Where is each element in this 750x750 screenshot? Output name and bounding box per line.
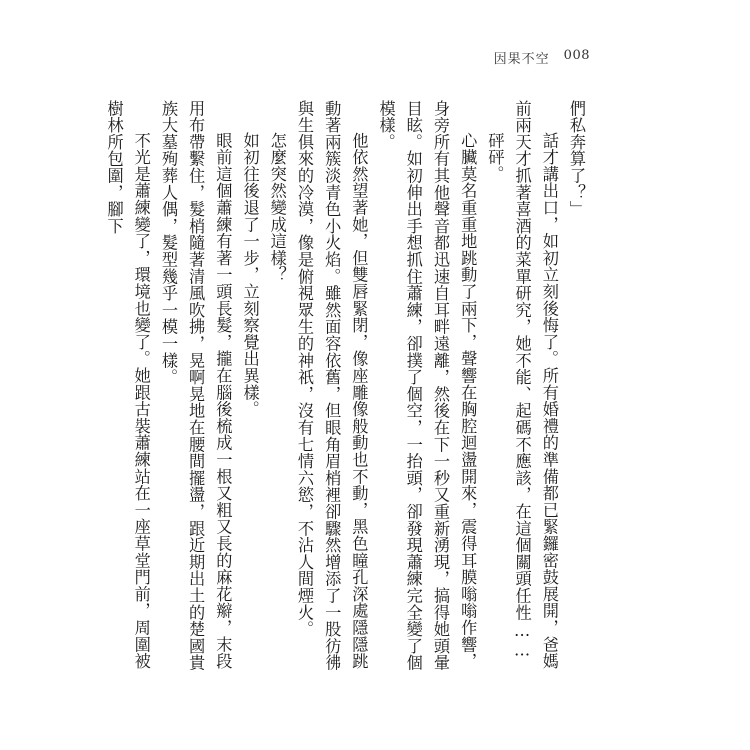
paragraph: 們私奔算了？」 bbox=[567, 100, 586, 218]
paragraph: 如初往後退了一步，立刻察覺出異樣。 bbox=[240, 132, 260, 418]
body-text bbox=[104, 100, 590, 675]
paragraph: 眼前這個蕭練有著一頭長髮，攏在腦後梳成一根又粗又長的麻花辮，末段用布帶繫住，髮梢隨著清風吹拂，晃啊晃地在腰間擺盪，跟近期出土的楚國貴族大墓殉葬人偶，髮型幾乎一模一樣。 bbox=[158, 100, 233, 672]
running-title: 因果不空 bbox=[493, 52, 550, 67]
running-header bbox=[494, 48, 590, 67]
paragraph: 不光是蕭練變了，環境也變了。她跟古裝蕭練站在一座草堂門前，周圍被樹林所包圍，腳下 bbox=[104, 100, 151, 670]
page-number: 008 bbox=[563, 48, 590, 63]
paragraph: 話才講出口，如初立刻後悔了。所有婚禮的準備都已緊鑼密鼓展開，爸媽前兩天才抓著喜酒的菜單研究，她不能、起碼不應該，在這個關頭任性…… bbox=[512, 100, 559, 670]
paragraph: 砰砰。 bbox=[485, 132, 505, 183]
paragraph: 他依然望著她，但雙唇緊閉，像座雕像般動也不動，黑色瞳孔深處隱隱跳動著兩簇淡青色小火焰。雖然面容依舊，但眼角眉梢裡卻驟然增添了一股彷彿與生俱來的冷漠，像是俯視眾生的神祇，沒有七情六慾，不沾人間煙火。 bbox=[294, 100, 369, 672]
paragraph: 怎麼突然變成這樣？ bbox=[267, 132, 287, 284]
paragraph: 心臟莫名重重地跳動了兩下，聲響在胸腔迴盪開來，震得耳膜嗡嗡作響，身旁所有其他聲音都迅速自耳畔遠離，然後在下一秒又重新湧現，搞得她頭暈目眩。如初伸出手想抓住蕭練，卻撲了個空，一抬頭，卻發現蕭練完全變了個模樣。 bbox=[376, 100, 478, 672]
